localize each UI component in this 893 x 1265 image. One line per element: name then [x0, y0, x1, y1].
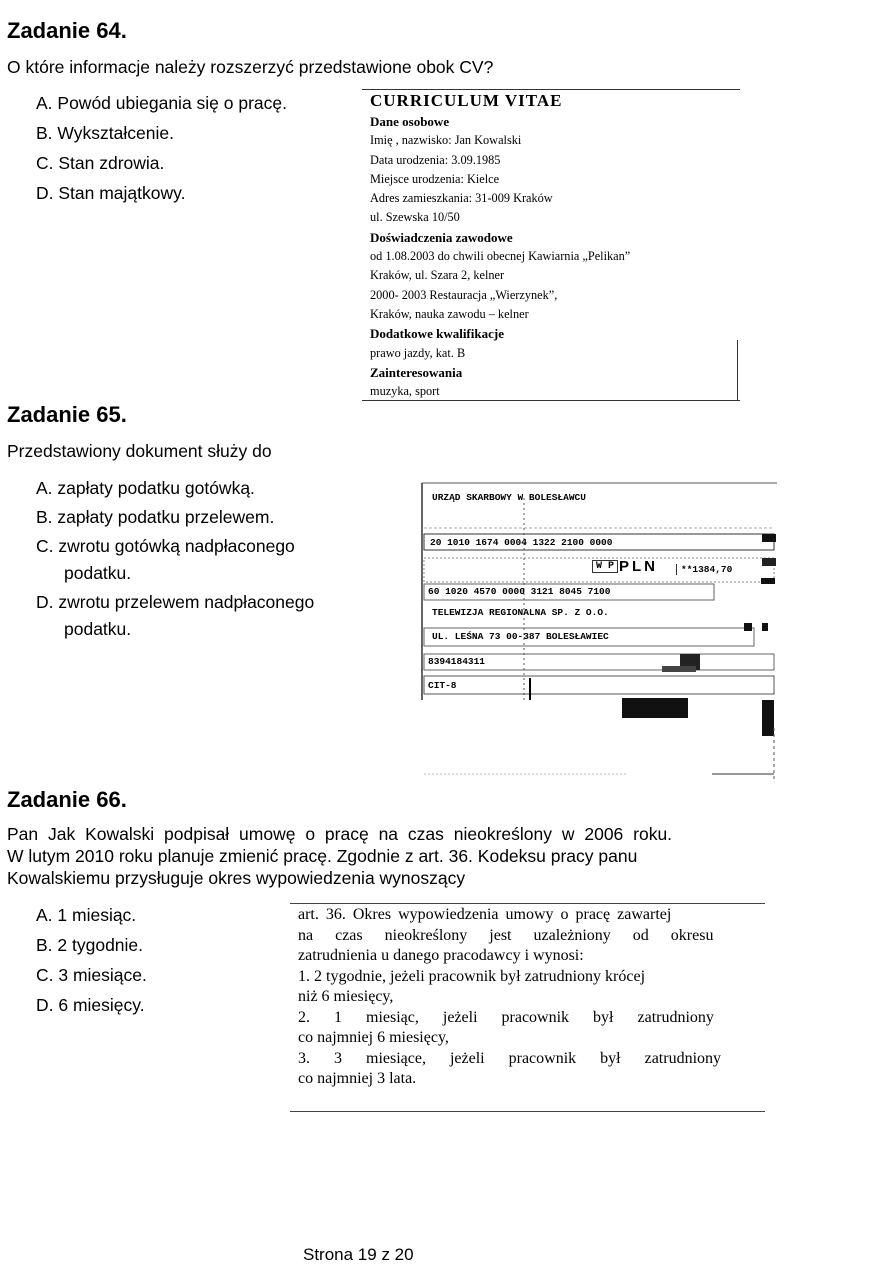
labour-code-article	[298, 905, 760, 1090]
cv-line: Miejsce urodzenia: Kielce	[370, 171, 500, 186]
task-66-answers	[36, 900, 147, 1020]
answer-letter: B.	[36, 507, 53, 527]
answer-c[interactable]: C. 3 miesiące.	[36, 965, 147, 985]
form-nip: 8394184311	[428, 656, 486, 667]
article-line: art. 36. Okres wypowiedzenia umowy o pracę zawartej	[298, 906, 672, 923]
answer-letter: C.	[36, 536, 54, 556]
cv-line: Kraków, ul. Szara 2, kelner	[370, 268, 505, 283]
form-amount: **1384,70	[676, 564, 732, 575]
answer-a[interactable]	[36, 475, 314, 502]
answer-letter: D.	[36, 592, 54, 612]
curriculum-vitae	[358, 90, 740, 401]
task-64-title: Zadanie 64.	[7, 18, 127, 43]
form-sender: TELEWIZJA REGIONALNA SP. Z O.O.	[432, 607, 609, 618]
answer-text: zapłaty podatku gotówką.	[57, 478, 255, 498]
form-address: UL. LEŚNA 73 00-387 BOLESŁAWIEC	[432, 631, 609, 642]
answer-text: zapłaty podatku przelewem.	[57, 507, 275, 527]
task-66-question-line: W lutym 2010 roku planuje zmienić pracę. Zgodnie z art. 36. Kodeksu pracy panu	[7, 846, 638, 866]
task-66-question-line	[7, 823, 762, 845]
answer-b[interactable]	[36, 504, 314, 531]
question-text: Pan Jak Kowalski podpisał umowę o pracę na czas nieokreślony w 2006 roku.	[7, 824, 673, 844]
cv-line: Data urodzenia: 3.09.1985	[370, 152, 501, 167]
form-currency: PLN	[619, 558, 658, 575]
task-64-answers	[36, 88, 287, 208]
cv-heading: CURRICULUM VITAE	[370, 91, 563, 110]
article-line: niż 6 miesięcy,	[298, 988, 394, 1005]
task-66-question-line: Kowalskiemu przysługuje okres wypowiedzenia wynoszący	[7, 868, 466, 888]
cv-line: Kraków, nauka zawodu – kelner	[370, 306, 529, 321]
answer-d[interactable]	[36, 589, 314, 643]
form-account: 20 1010 1674 0004 1322 2100 0000	[430, 537, 613, 548]
answer-d[interactable]: D. Stan majątkowy.	[36, 183, 186, 203]
cv-line: muzyka, sport	[370, 384, 440, 399]
answer-a[interactable]: A. 1 miesiąc.	[36, 905, 137, 925]
article-bottom-rule	[290, 1111, 765, 1112]
task-65-answers	[36, 475, 314, 643]
answer-a[interactable]: A. Powód ubiegania się o pracę.	[36, 93, 287, 113]
answer-text: zwrotu przelewem nadpłaconego	[58, 592, 315, 612]
form-sender-account: 60 1020 4570 0000 3121 8045 7100	[428, 586, 611, 597]
answer-c[interactable]: C. Stan zdrowia.	[36, 153, 165, 173]
cv-line: Imię , nazwisko: Jan Kowalski	[370, 133, 522, 148]
article-line: co najmniej 6 miesięcy,	[298, 1029, 449, 1046]
answer-b[interactable]: B. Wykształcenie.	[36, 123, 174, 143]
cv-section-personal: Dane osobowe	[370, 114, 450, 129]
task-64-question: O które informacje należy rozszerzyć przedstawione obok CV?	[7, 57, 494, 77]
answer-text: podatku.	[64, 563, 132, 583]
task-66-question	[7, 823, 762, 889]
article-line: 3. 3 miesiące, jeżeli pracownik był zatrudniony	[298, 1049, 722, 1067]
cv-line: ul. Szewska 10/50	[370, 210, 460, 225]
answer-letter: A.	[36, 478, 53, 498]
answer-text: podatku.	[64, 619, 132, 639]
article-line: 2. 1 miesiąc, jeżeli pracownik był zatrudniony	[298, 1008, 714, 1026]
form-symbol: CIT-8	[428, 680, 457, 691]
article-top-rule	[290, 903, 765, 904]
article-line: na czas nieokreślony jest uzależniony od okresu	[298, 926, 714, 944]
page-number: Strona 19 z 20	[303, 1245, 414, 1264]
cv-section-interests: Zainteresowania	[370, 364, 463, 380]
article-line: co najmniej 3 lata.	[298, 1070, 417, 1087]
form-recipient: URZĄD SKARBOWY W BOLESŁAWCU	[432, 492, 586, 503]
task-65-title: Zadanie 65.	[7, 402, 127, 427]
answer-c[interactable]	[36, 533, 314, 587]
payment-form	[412, 478, 777, 783]
cv-section-experience: Doświadczenia zawodowe	[370, 229, 513, 245]
form-currency-box: W P	[592, 560, 618, 573]
answer-text: zwrotu gotówką nadpłaconego	[58, 536, 295, 556]
cv-line: prawo jazdy, kat. B	[370, 345, 466, 360]
article-line: 1. 2 tygodnie, jeżeli pracownik był zatrudniony krócej	[298, 967, 646, 985]
task-66-title: Zadanie 66.	[7, 787, 127, 812]
answer-d[interactable]: D. 6 miesięcy.	[36, 995, 145, 1015]
cv-line: Adres zamieszkania: 31-009 Kraków	[370, 191, 553, 206]
cv-line: od 1.08.2003 do chwili obecnej Kawiarnia „Pelikan”	[370, 249, 631, 264]
cv-section-qualifications: Dodatkowe kwalifikacje	[370, 326, 504, 342]
answer-b[interactable]: B. 2 tygodnie.	[36, 935, 144, 955]
cv-line: 2000- 2003 Restauracja „Wierzynek”,	[370, 287, 558, 302]
task-65-question: Przedstawiony dokument służy do	[7, 441, 272, 461]
article-line: zatrudnienia u danego pracodawcy i wynosi:	[298, 947, 584, 964]
